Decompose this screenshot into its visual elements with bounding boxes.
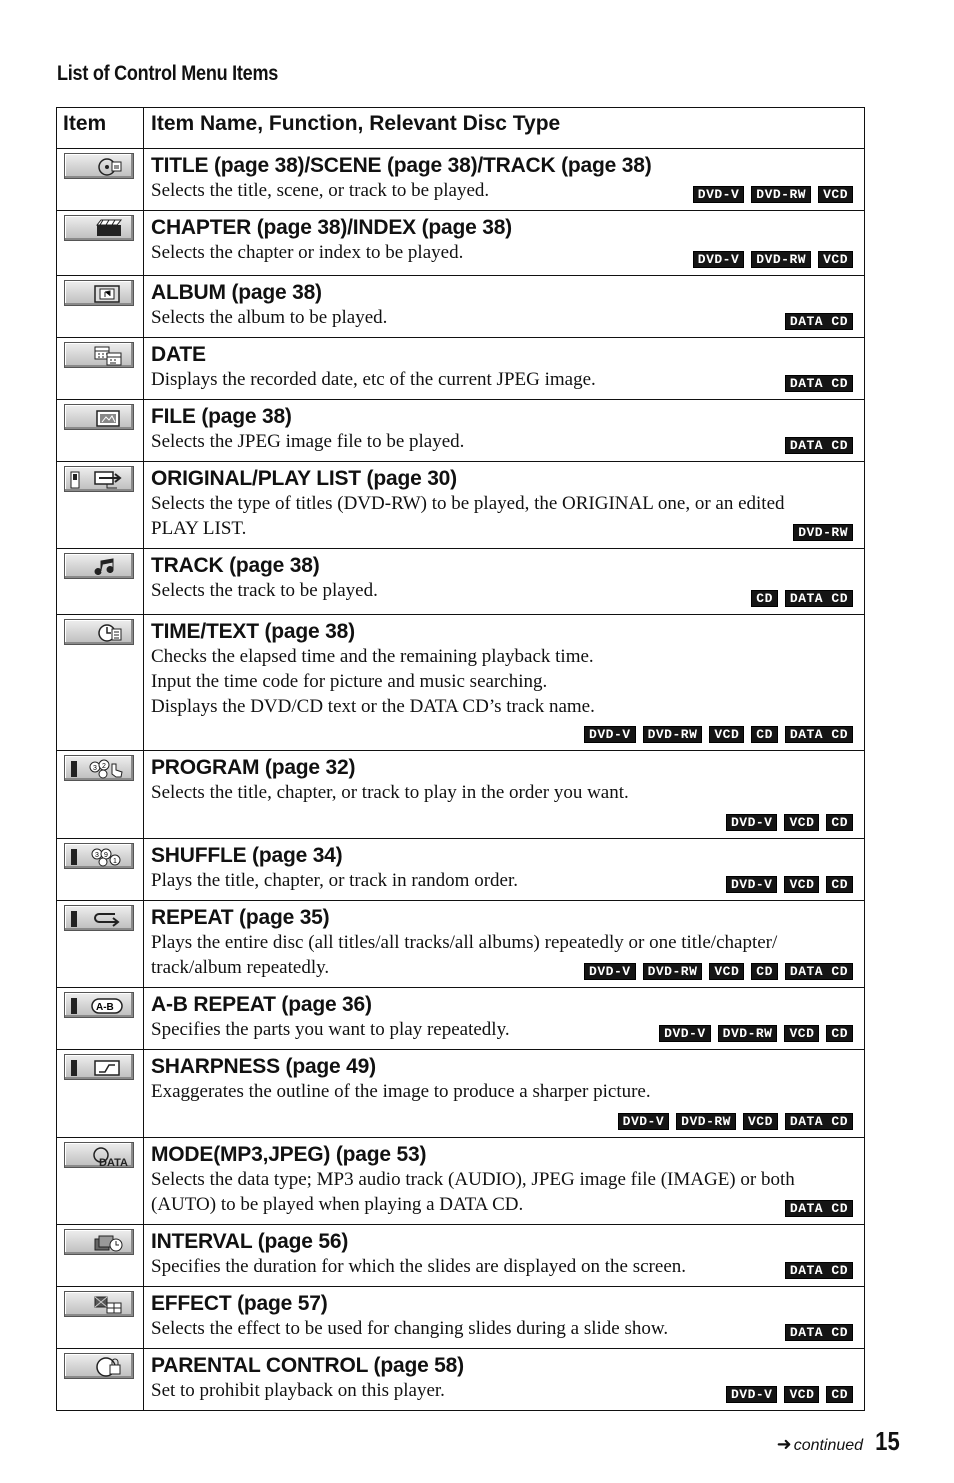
- item-name: CHAPTER (page 38)/INDEX (page 38): [151, 216, 512, 239]
- function-line: Displays the recorded date, etc of the current JPEG image.: [151, 369, 596, 390]
- function-line: Selects the type of titles (DVD-RW) to be played, the ORIGINAL one, or an edited: [151, 493, 785, 514]
- item-function: [151, 305, 855, 330]
- function-line: Input the time code for picture and music searching.: [151, 671, 548, 692]
- table-row: [57, 1138, 865, 1225]
- function-line: Selects the data type; MP3 audio track (AUDIO), JPEG image file (IMAGE) or both: [151, 1169, 795, 1190]
- function-line: Checks the elapsed time and the remaining playback time.: [151, 646, 594, 667]
- disc-type-badge: DATA CD: [785, 726, 853, 743]
- disc-type-badge: CD: [826, 1025, 853, 1042]
- item-name: TRACK (page 38): [151, 554, 320, 577]
- disc-type-badges: [785, 1324, 853, 1341]
- table-row: [57, 400, 865, 462]
- program-icon: [64, 755, 134, 781]
- table-row: [57, 1050, 865, 1138]
- item-icon-cell: [57, 988, 144, 1050]
- item-description-cell: [144, 751, 865, 839]
- svg-text:3: 3: [93, 765, 97, 772]
- disc-type-badge: DVD-RW: [718, 1025, 778, 1042]
- item-icon-cell: [57, 751, 144, 839]
- disc-type-badge: VCD: [784, 876, 819, 893]
- function-line: Plays the entire disc (all titles/all tracks/all albums) repeatedly or one title/chapter/: [151, 932, 778, 953]
- item-icon-cell: [57, 615, 144, 751]
- item-icon-cell: [57, 400, 144, 462]
- item-icon-cell: [57, 276, 144, 338]
- disc-type-badges: [726, 1386, 853, 1403]
- item-function: [151, 1079, 855, 1104]
- function-line: Set to prohibit playback on this player.: [151, 1380, 445, 1401]
- item-name: FILE (page 38): [151, 405, 292, 428]
- interval-icon: [64, 1229, 134, 1255]
- item-description-cell: [144, 211, 865, 276]
- disc-type-badges: [785, 375, 853, 392]
- svg-text:DATA: DATA: [99, 1157, 128, 1169]
- disc-type-badge: DVD-V: [618, 1113, 670, 1130]
- item-description-cell: [144, 988, 865, 1050]
- mode-data-icon: [64, 1142, 134, 1168]
- page-footer: [777, 1426, 902, 1457]
- table-row: [57, 211, 865, 276]
- table-row: [57, 276, 865, 338]
- ab-repeat-icon: [64, 992, 134, 1018]
- item-name: TITLE (page 38)/SCENE (page 38)/TRACK (page 38): [151, 154, 652, 177]
- function-line: Selects the JPEG image file to be played.: [151, 431, 465, 452]
- item-function: [151, 578, 855, 603]
- disc-type-badge: VCD: [784, 814, 819, 831]
- item-icon-cell: [57, 1225, 144, 1287]
- item-icon-cell: [57, 338, 144, 400]
- disc-type-badge: CD: [826, 814, 853, 831]
- disc-type-badge: DATA CD: [785, 437, 853, 454]
- disc-type-badges: [785, 1262, 853, 1279]
- item-icon-cell: [57, 462, 144, 549]
- disc-type-badge: DATA CD: [785, 1262, 853, 1279]
- disc-type-badge: DVD-V: [584, 963, 636, 980]
- item-description-cell: [144, 1349, 865, 1411]
- table-row: [57, 549, 865, 615]
- date-icon: [64, 342, 134, 368]
- disc-type-badges: [726, 814, 853, 831]
- disc-type-badge: DVD-RW: [751, 251, 811, 268]
- item-description-cell: [144, 338, 865, 400]
- item-name: SHARPNESS (page 49): [151, 1055, 376, 1078]
- title-scene-track-icon: [64, 153, 134, 179]
- continued-note: [777, 1434, 863, 1455]
- table-row: [57, 615, 865, 751]
- item-description-cell: [144, 1287, 865, 1349]
- disc-type-badge: VCD: [709, 726, 744, 743]
- header-item: Item: [57, 108, 144, 149]
- table-header-row: [57, 108, 865, 149]
- item-name: EFFECT (page 57): [151, 1292, 328, 1315]
- function-line: Selects the album to be played.: [151, 307, 388, 328]
- repeat-icon: [64, 905, 134, 931]
- item-icon-cell: [57, 549, 144, 615]
- time-text-icon: [64, 619, 134, 645]
- disc-type-badge: VCD: [743, 1113, 778, 1130]
- function-line: Exaggerates the outline of the image to produce a sharper picture.: [151, 1081, 651, 1102]
- table-row: [57, 1287, 865, 1349]
- item-description-cell: [144, 1050, 865, 1138]
- table-row: [57, 901, 865, 988]
- table-row: [57, 149, 865, 211]
- disc-type-badge: DATA CD: [785, 313, 853, 330]
- item-name: ALBUM (page 38): [151, 281, 322, 304]
- disc-type-badges: [751, 590, 853, 607]
- header-description: Item Name, Function, Relevant Disc Type: [144, 108, 865, 149]
- function-line: (AUTO) to be played when playing a DATA CD.: [151, 1194, 524, 1215]
- disc-type-badges: [618, 1113, 853, 1130]
- function-line: Specifies the parts you want to play repeatedly.: [151, 1019, 510, 1040]
- original-play-list-icon: [64, 466, 134, 492]
- function-line: Selects the track to be played.: [151, 580, 378, 601]
- item-description-cell: [144, 1138, 865, 1225]
- item-description-cell: [144, 615, 865, 751]
- item-function: [151, 1254, 855, 1279]
- item-description-cell: [144, 400, 865, 462]
- item-description-cell: [144, 276, 865, 338]
- disc-type-badges: [793, 524, 853, 541]
- disc-type-badge: CD: [751, 590, 778, 607]
- item-icon-cell: [57, 839, 144, 901]
- item-icon-cell: [57, 1050, 144, 1138]
- album-icon: [64, 280, 134, 306]
- disc-type-badges: [693, 251, 853, 268]
- effect-icon: [64, 1291, 134, 1317]
- table-row: [57, 988, 865, 1050]
- arrow-right-icon: ➜: [776, 1434, 792, 1455]
- function-line: Selects the chapter or index to be played.: [151, 242, 464, 263]
- item-icon-cell: [57, 149, 144, 211]
- track-icon: [64, 553, 134, 579]
- function-line: Displays the DVD/CD text or the DATA CD’s track name.: [151, 696, 595, 717]
- item-icon-cell: [57, 1287, 144, 1349]
- item-name: MODE(MP3,JPEG) (page 53): [151, 1143, 427, 1166]
- disc-type-badges: [659, 1025, 853, 1042]
- item-description-cell: [144, 839, 865, 901]
- chapter-index-icon: [64, 215, 134, 241]
- disc-type-badges: [584, 726, 853, 743]
- function-line: track/album repeatedly.: [151, 957, 330, 978]
- item-name: PARENTAL CONTROL (page 58): [151, 1354, 464, 1377]
- item-icon-cell: [57, 211, 144, 276]
- svg-text:A-B: A-B: [96, 1002, 114, 1013]
- item-description-cell: [144, 1225, 865, 1287]
- item-name: PROGRAM (page 32): [151, 756, 356, 779]
- shuffle-icon: [64, 843, 134, 869]
- function-line: Specifies the duration for which the slides are displayed on the screen.: [151, 1256, 686, 1277]
- item-name: SHUFFLE (page 34): [151, 844, 343, 867]
- item-name: DATE: [151, 343, 206, 366]
- disc-type-badge: DATA CD: [785, 1113, 853, 1130]
- item-function: [151, 429, 855, 454]
- disc-type-badge: DATA CD: [785, 963, 853, 980]
- table-row: [57, 751, 865, 839]
- parental-control-icon: [64, 1353, 134, 1379]
- table-row: [57, 338, 865, 400]
- svg-text:1: 1: [113, 858, 117, 865]
- function-line: Plays the title, chapter, or track in random order.: [151, 870, 518, 891]
- disc-type-badges: [785, 437, 853, 454]
- disc-type-badge: DATA CD: [785, 1200, 853, 1217]
- item-icon-cell: [57, 901, 144, 988]
- disc-type-badge: CD: [826, 876, 853, 893]
- disc-type-badge: DATA CD: [785, 1324, 853, 1341]
- disc-type-badge: DVD-RW: [751, 186, 811, 203]
- continued-label: continued: [793, 1437, 864, 1454]
- disc-type-badge: DVD-V: [726, 1386, 778, 1403]
- table-row: [57, 1225, 865, 1287]
- section-title: List of Control Menu Items: [57, 62, 279, 85]
- disc-type-badge: DVD-V: [584, 726, 636, 743]
- item-icon-cell: [57, 1349, 144, 1411]
- disc-type-badges: [785, 1200, 853, 1217]
- table-row: [57, 839, 865, 901]
- disc-type-badge: CD: [751, 963, 778, 980]
- disc-type-badges: [693, 186, 853, 203]
- disc-type-badge: DVD-V: [726, 876, 778, 893]
- function-line: PLAY LIST.: [151, 518, 247, 539]
- file-icon: [64, 404, 134, 430]
- disc-type-badge: VCD: [784, 1386, 819, 1403]
- disc-type-badge: CD: [826, 1386, 853, 1403]
- item-description-cell: [144, 149, 865, 211]
- disc-type-badge: DVD-RW: [793, 524, 853, 541]
- disc-type-badges: [726, 876, 853, 893]
- disc-type-badge: DVD-V: [659, 1025, 711, 1042]
- disc-type-badge: DATA CD: [785, 375, 853, 392]
- control-menu-table: [56, 107, 865, 1411]
- table-body: [57, 149, 865, 1411]
- function-line: Selects the title, scene, or track to be played.: [151, 180, 490, 201]
- disc-type-badge: DVD-V: [726, 814, 778, 831]
- item-function: [151, 780, 855, 805]
- function-line: Selects the effect to be used for changing slides during a slide show.: [151, 1318, 669, 1339]
- item-function: [151, 644, 855, 719]
- item-name: REPEAT (page 35): [151, 906, 330, 929]
- disc-type-badge: VCD: [818, 186, 853, 203]
- table-row: [57, 462, 865, 549]
- svg-text:9: 9: [104, 852, 108, 859]
- item-function: [151, 1316, 855, 1341]
- item-function: [151, 1167, 855, 1217]
- item-function: [151, 491, 855, 541]
- svg-text:2: 2: [102, 763, 106, 770]
- sharpness-icon: [64, 1054, 134, 1080]
- item-name: A-B REPEAT (page 36): [151, 993, 372, 1016]
- disc-type-badge: DVD-V: [693, 186, 745, 203]
- item-description-cell: [144, 462, 865, 549]
- item-description-cell: [144, 549, 865, 615]
- disc-type-badge: VCD: [784, 1025, 819, 1042]
- item-name: TIME/TEXT (page 38): [151, 620, 355, 643]
- disc-type-badges: [785, 313, 853, 330]
- table-row: [57, 1349, 865, 1411]
- disc-type-badge: DVD-V: [693, 251, 745, 268]
- item-function: [151, 367, 855, 392]
- disc-type-badge: DVD-RW: [643, 726, 703, 743]
- item-description-cell: [144, 901, 865, 988]
- page-number: 15: [875, 1426, 900, 1456]
- function-line: Selects the title, chapter, or track to play in the order you want.: [151, 782, 629, 803]
- item-icon-cell: [57, 1138, 144, 1225]
- svg-text:3: 3: [95, 852, 99, 859]
- disc-type-badge: DATA CD: [785, 590, 853, 607]
- disc-type-badges: [584, 963, 853, 980]
- disc-type-badge: VCD: [709, 963, 744, 980]
- item-name: INTERVAL (page 56): [151, 1230, 349, 1253]
- disc-type-badge: VCD: [818, 251, 853, 268]
- item-name: ORIGINAL/PLAY LIST (page 30): [151, 467, 457, 490]
- disc-type-badge: CD: [751, 726, 778, 743]
- disc-type-badge: DVD-RW: [643, 963, 703, 980]
- disc-type-badge: DVD-RW: [676, 1113, 736, 1130]
